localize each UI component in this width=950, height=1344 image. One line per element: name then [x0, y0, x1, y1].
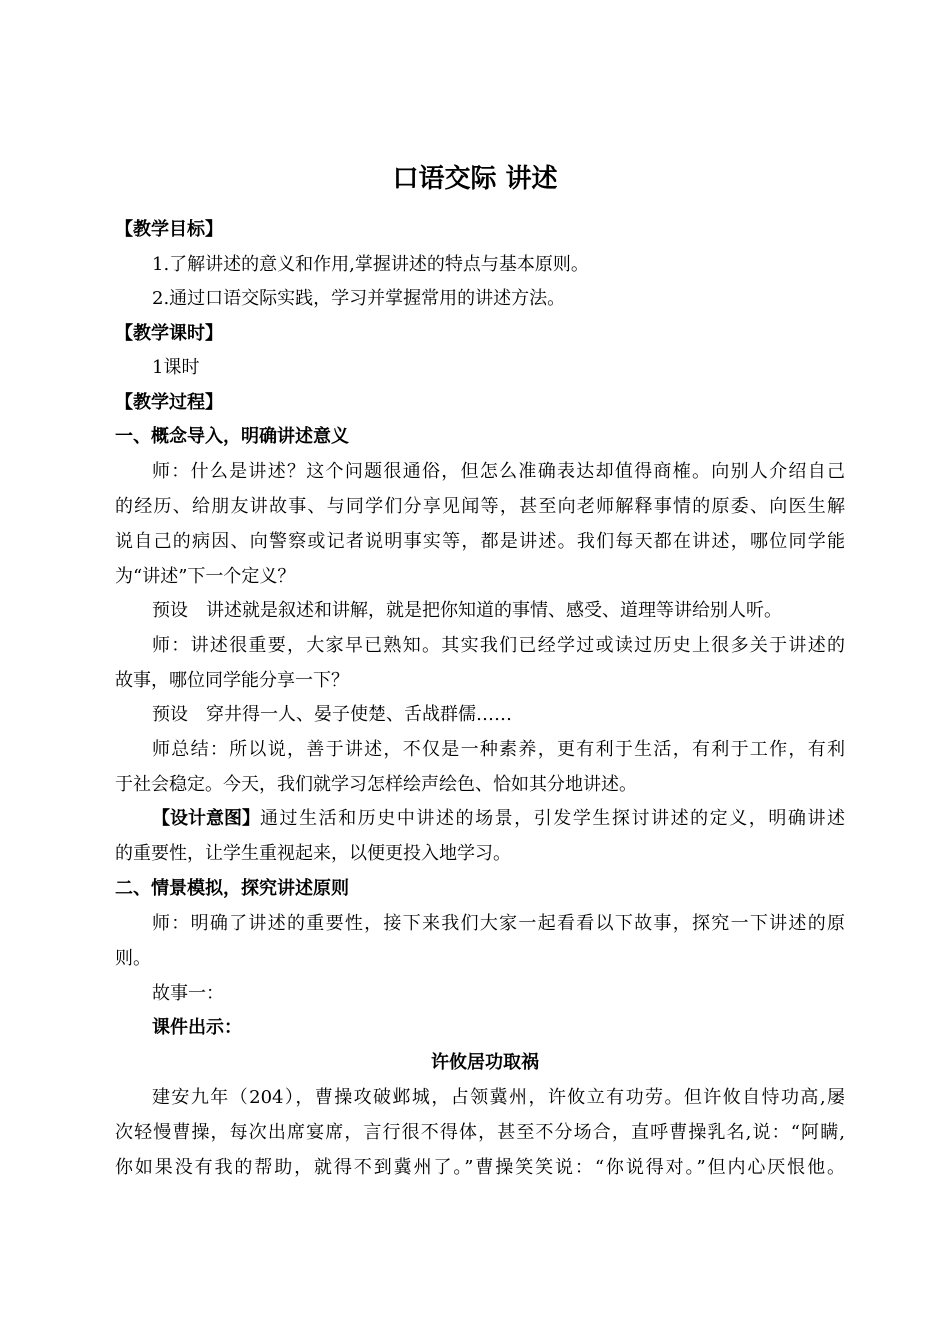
paragraph-line: 的经历、给朋友讲故事、与同学们分享见闻等，甚至向老师解释事情的原委、向医生解 [115, 496, 845, 517]
courseware-label: 课件出示： [152, 1017, 242, 1038]
objective-2: 2.通过口语交际实践，学习并掌握常用的讲述方法。 [152, 288, 566, 309]
paragraph-line: 于社会稳定。今天，我们就学习怎样绘声绘色、恰如其分地讲述。 [115, 774, 637, 795]
paragraph-line: 建安九年（204），曹操攻破邺城，占领冀州，许攸立有功劳。但许攸自恃功高,屡 [152, 1087, 845, 1108]
preset-1: 预设 讲述就是叙述和讲解，就是把你知道的事情、感受、道理等讲给别人听。 [152, 600, 782, 621]
hours-heading: 【教学课时】 [115, 323, 223, 344]
paragraph-line: 师：讲述很重要，大家早已熟知。其实我们已经学过或读过历史上很多关于讲述的 [152, 635, 845, 656]
paragraph-line: 故事，哪位同学能分享一下？ [115, 670, 349, 691]
paragraph-line: 师：什么是讲述？这个问题很通俗，但怎么准确表达却值得商榷。向别人介绍自己 [152, 461, 845, 482]
paragraph-line: 说自己的病因、向警察或记者说明事实等，都是讲述。我们每天都在讲述，哪位同学能 [115, 531, 845, 552]
hours-value: 1课时 [152, 357, 200, 378]
page-title: 口语交际 讲述 [392, 164, 558, 194]
design-intent-paragraph [152, 807, 845, 831]
paragraph-line: 为“讲述”下一个定义？ [115, 566, 296, 587]
paragraph-line: 的重要性，让学生重视起来，以便更投入地学习。 [115, 843, 511, 864]
paragraph-line: 则。 [115, 948, 151, 969]
part2-heading: 二、情景模拟，探究讲述原则 [115, 878, 349, 899]
process-heading: 【教学过程】 [115, 392, 223, 413]
story-label: 故事一： [152, 983, 224, 1004]
story-title: 许攸居功取祸 [431, 1052, 539, 1073]
part1-heading: 一、概念导入，明确讲述意义 [115, 426, 349, 447]
objectives-heading: 【教学目标】 [115, 219, 223, 240]
objective-1: 1.了解讲述的意义和作用,掌握讲述的特点与基本原则。 [152, 254, 589, 275]
paragraph-line: 你如果没有我的帮助，就得不到冀州了。”曹操笑笑说：“你说得对。”但内心厌恨他。 [115, 1157, 845, 1178]
design-intent-label: 【设计意图】 [152, 808, 260, 829]
paragraph-line: 通过生活和历史中讲述的场景，引发学生探讨讲述的定义，明确讲述 [260, 808, 845, 829]
paragraph-line: 师总结：所以说，善于讲述，不仅是一种素养，更有利于生活，有利于工作，有利 [152, 739, 845, 760]
paragraph-line: 次轻慢曹操，每次出席宴席，言行很不得体，甚至不分场合，直呼曹操乳名,说：“阿瞒, [115, 1122, 845, 1143]
preset-2: 预设 穿井得一人、晏子使楚、舌战群儒…… [152, 704, 512, 725]
paragraph-line: 师：明确了讲述的重要性，接下来我们大家一起看看以下故事，探究一下讲述的原 [152, 913, 845, 934]
